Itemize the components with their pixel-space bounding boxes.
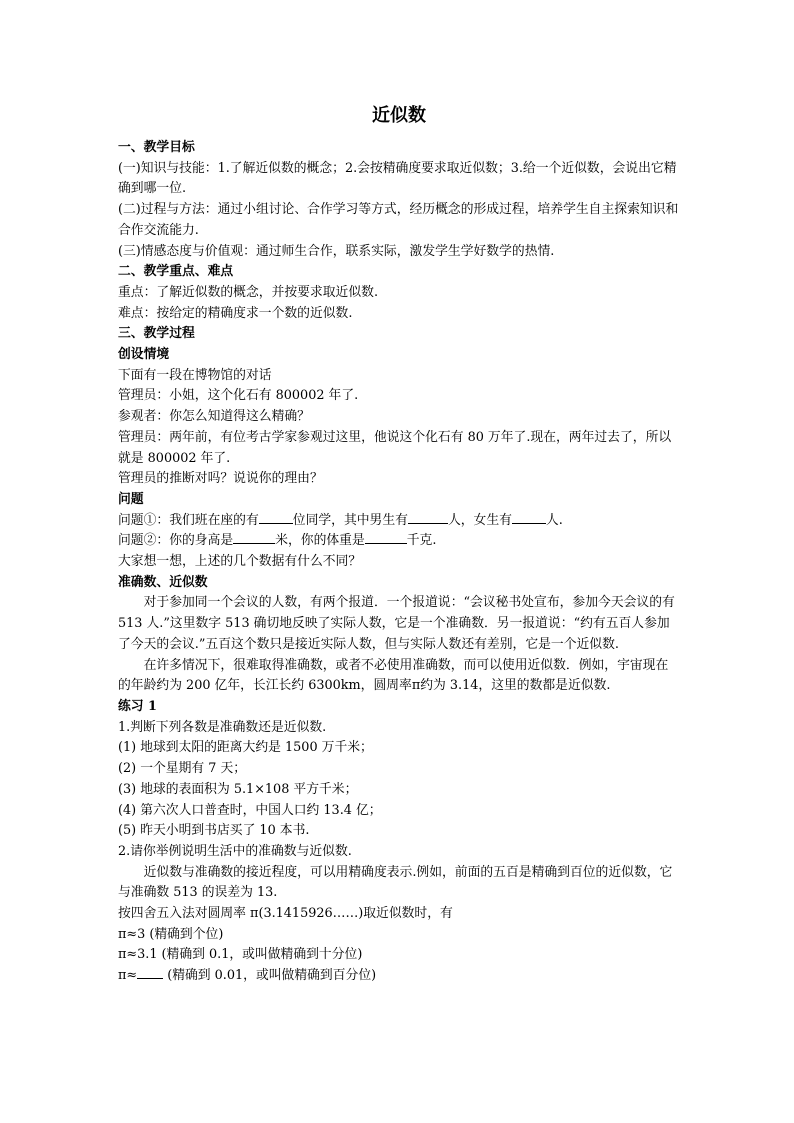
paragraph-precision: 近似数与准确数的接近程度，可以用精确度表示.例如，前面的五百是精确到百位的近似数，它与准确数 513 的误差为 13. (118, 864, 673, 901)
question-1-part-d: 人. (545, 512, 563, 528)
blank-class-size (259, 511, 293, 524)
subheading-exercise: 练习 1 (118, 698, 157, 714)
blank-height (233, 531, 275, 544)
question-2-part-b: 米，你的体重是 (275, 533, 365, 549)
section-heading-keypoints: 二、教学重点、难点 (118, 264, 234, 280)
question-1-part-c: 人，女生有 (447, 512, 512, 528)
scenario-line-4: 管理员：两年前，有位考古学家参观过这里，他说这个化石有 80 万年了.现在，两年过去了，所以就是 800002 年了. (118, 429, 672, 466)
pi-tenths: π≈3.1 (精确到 0.1，或叫做精确到十分位) (118, 947, 363, 963)
blank-weight (365, 531, 407, 544)
pi-hundredths-prefix: π≈ (118, 968, 138, 984)
subheading-question: 问题 (118, 491, 144, 507)
scenario-line-3: 参观者：你怎么知道得这么精确？ (118, 409, 310, 425)
goal-knowledge: (一)知识与技能：1.了解近似数的概念；2.会按精确度要求取近似数；3.给一个近似数，会说出它精确到哪一位. (118, 160, 677, 197)
goal-attitude: (三)情感态度与价值观：通过师生合作，联系实际，激发学生学好数学的热情. (118, 243, 555, 259)
pi-intro: 按四舍五入法对圆周率 π(3.1415926……)取近似数时，有 (118, 906, 453, 922)
question-2 (118, 531, 680, 552)
document-page (118, 104, 680, 987)
exercise-1-item-5: (5) 昨天小明到书店买了 10 本书. (118, 823, 310, 839)
paragraph-accurate: 对于参加同一个会议的人数，有两个报道．一个报道说：“会议秘书处宣布，参加今天会议的有 513 人.”这里数字 513 确切地反映了实际人数，它是一个准确数．另一报道说：“约有五百人参加了今天的会议.”五百这个数只是接近实际人数，但与实际人数还有差别，它是一个近似数. (118, 595, 675, 652)
exercise-1: 1.判断下列各数是准确数还是近似数. (118, 719, 327, 735)
pi-units: π≈3 (精确到个位) (118, 926, 224, 942)
section-heading-process: 三、教学过程 (118, 326, 195, 342)
scenario-line-5: 管理员的推断对吗？说说你的理由？ (118, 471, 323, 487)
question-2-part-c: 千克. (406, 533, 437, 549)
difficult-point: 难点：按给定的精确度求一个数的近似数. (118, 305, 353, 321)
subheading-accurate-approx: 准确数、近似数 (118, 574, 208, 590)
exercise-1-item-3: (3) 地球的表面积为 5.1×108 平方千米； (118, 781, 358, 797)
question-2-part-a: 问题②：你的身高是 (118, 533, 234, 549)
page-title: 近似数 (372, 105, 426, 126)
subheading-scenario: 创设情境 (118, 347, 170, 363)
key-point: 重点：了解近似数的概念，并按要求取近似数. (118, 284, 379, 300)
exercise-1-item-2: (2) 一个星期有 7 天； (118, 761, 247, 777)
question-1-part-a: 问题①：我们班在座的有 (118, 512, 259, 528)
section-heading-goals: 一、教学目标 (118, 140, 195, 155)
scenario-line-1: 下面有一段在博物馆的对话 (118, 367, 272, 383)
blank-girls (512, 511, 546, 524)
goal-process: (二)过程与方法：通过小组讨论、合作学习等方式，经历概念的形成过程，培养学生自主探索知识和合作交流能力. (118, 202, 679, 238)
exercise-2: 2.请你举例说明生活中的准确数与近似数. (118, 843, 352, 859)
paragraph-approx: 在许多情况下，很难取得准确数，或者不必使用准确数，而可以使用近似数．例如，宇宙现在的年龄约为 200 亿年，长江长约 6300km，圆周率π约为 3.14，这里的数都是近似数. (118, 657, 669, 694)
pi-hundredths (118, 966, 680, 987)
question-3: 大家想一想，上述的几个数据有什么不同？ (118, 554, 362, 570)
pi-hundredths-suffix: (精确到 0.01，或叫做精确到百分位) (163, 968, 377, 984)
question-1 (118, 511, 680, 532)
blank-pi-hundredths (137, 966, 163, 979)
question-1-part-b: 位同学，其中男生有 (292, 512, 408, 528)
blank-boys (408, 511, 448, 524)
exercise-1-item-1: (1) 地球到太阳的距离大约是 1500 万千米； (118, 740, 373, 756)
exercise-1-item-4: (4) 第六次人口普查时，中国人口约 13.4 亿； (118, 802, 382, 818)
scenario-line-2: 管理员：小姐，这个化石有 800002 年了. (118, 388, 359, 404)
